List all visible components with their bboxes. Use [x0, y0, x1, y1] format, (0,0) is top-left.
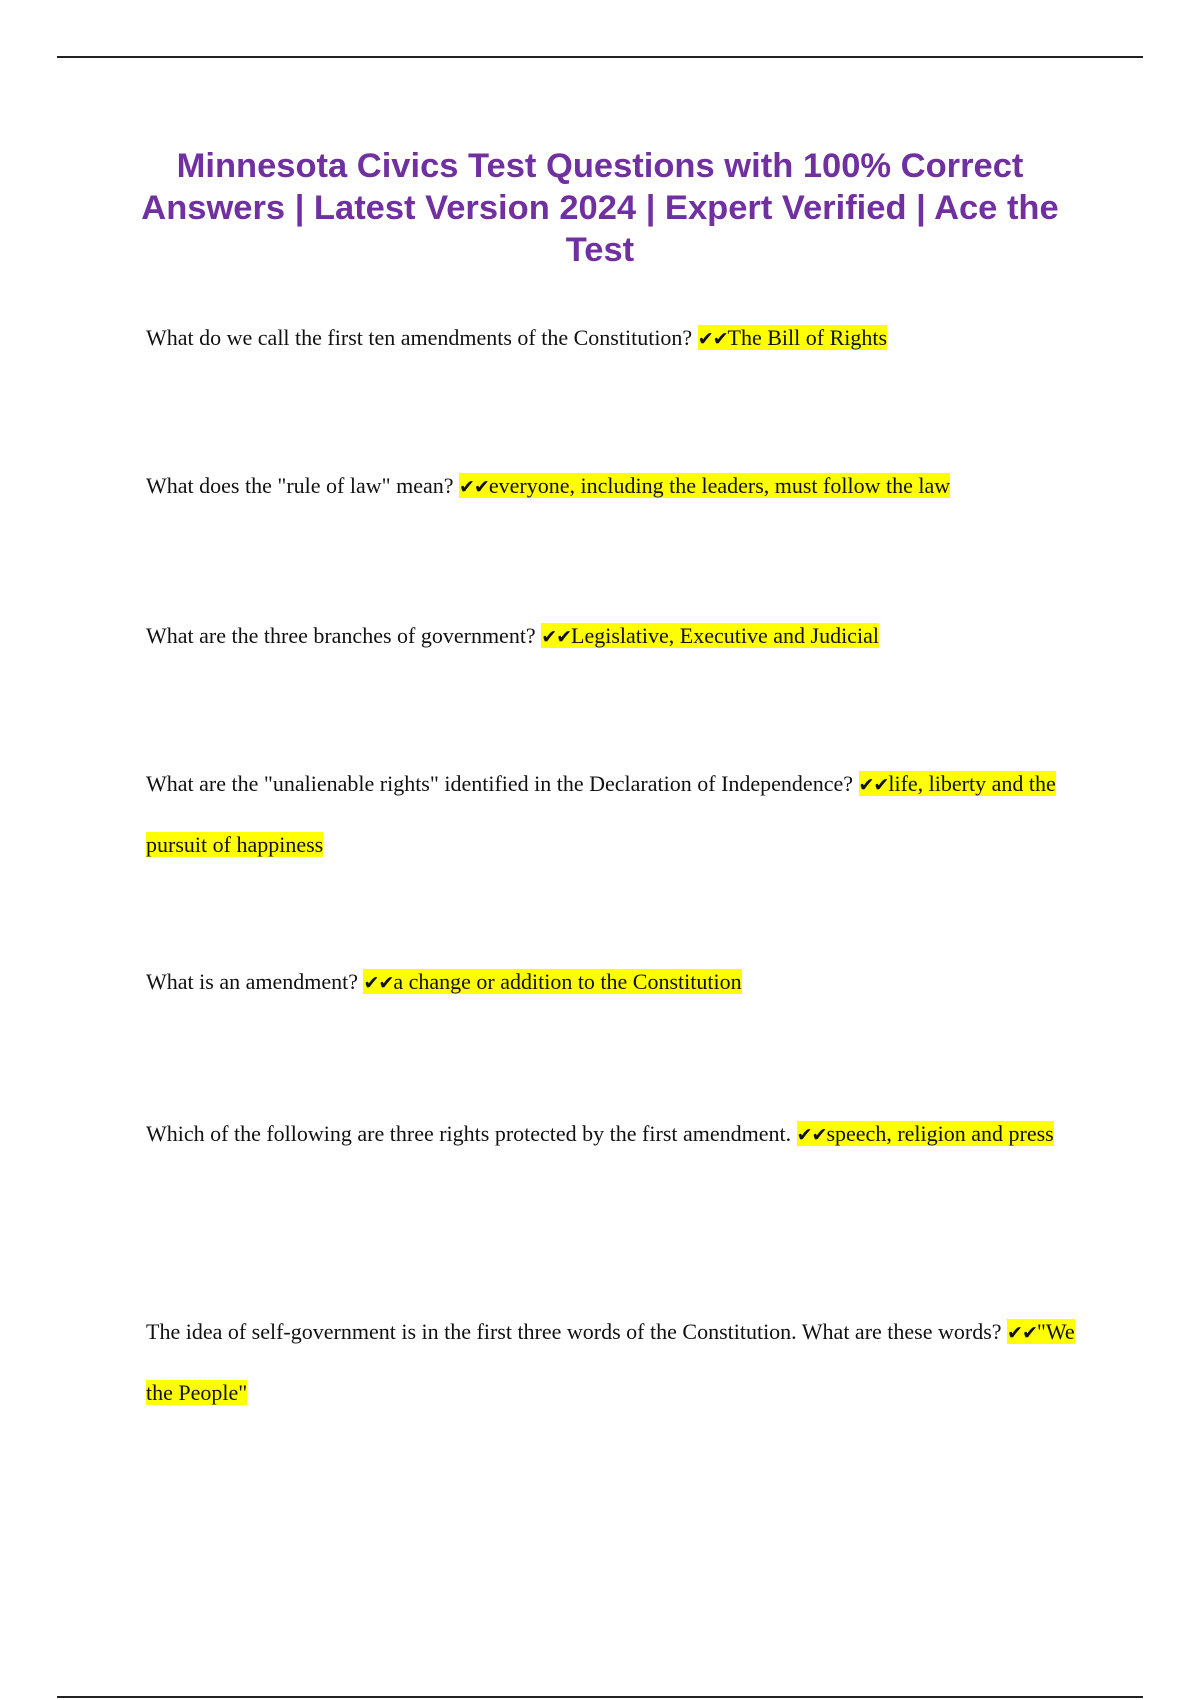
- double-check-icon: ✔✔: [541, 626, 572, 648]
- double-check-icon: ✔✔: [363, 972, 394, 994]
- double-check-icon: ✔✔: [796, 1124, 827, 1146]
- answer-highlight: [797, 1121, 1054, 1146]
- answer-text: life, liberty and the pursuit of happiness: [146, 771, 1056, 857]
- answer-text: speech, religion and press: [826, 1121, 1054, 1146]
- answer-text: everyone, including the leaders, must follow the law: [488, 473, 951, 498]
- qa-item-4: [146, 754, 1106, 875]
- double-check-icon: ✔✔: [858, 774, 889, 796]
- question-text: Which of the following are three rights protected by the first amendment.: [146, 1121, 792, 1146]
- bottom-rule: [57, 1696, 1143, 1698]
- qa-item-3: [146, 606, 1106, 667]
- qa-item-1: [146, 308, 1106, 369]
- double-check-icon: ✔✔: [697, 328, 728, 350]
- answer-text: "We the People": [146, 1319, 1075, 1405]
- qa-item-7: [146, 1302, 1106, 1423]
- answer-highlight: [459, 473, 950, 498]
- answer-highlight: [541, 623, 879, 648]
- double-check-icon: ✔✔: [459, 476, 489, 498]
- answer-highlight: [698, 325, 887, 350]
- answer-text: Legislative, Executive and Judicial: [571, 623, 879, 648]
- question-text: What are the three branches of government?: [146, 623, 536, 648]
- document-title: Minnesota Civics Test Questions with 100% Correct Answers | Latest Version 2024 | Expert Verified | Ace the Test: [141, 147, 1059, 269]
- question-text: The idea of self-government is in the first three words of the Constitution. What are these words?: [146, 1319, 1002, 1344]
- qa-item-6: [146, 1104, 1106, 1165]
- qa-item-2: [146, 456, 1106, 517]
- question-text: What is an amendment?: [146, 969, 358, 994]
- top-rule: [57, 56, 1143, 58]
- answer-highlight: [363, 969, 741, 994]
- question-text: What does the "rule of law" mean?: [146, 473, 454, 498]
- double-check-icon: ✔✔: [1007, 1322, 1037, 1344]
- answer-text: a change or addition to the Constitution: [393, 969, 742, 994]
- question-text: What are the "unalienable rights" identified in the Declaration of Independence?: [146, 771, 853, 796]
- answer-text: The Bill of Rights: [727, 325, 888, 350]
- question-text: What do we call the first ten amendments of the Constitution?: [146, 325, 693, 350]
- qa-item-5: [146, 952, 1106, 1013]
